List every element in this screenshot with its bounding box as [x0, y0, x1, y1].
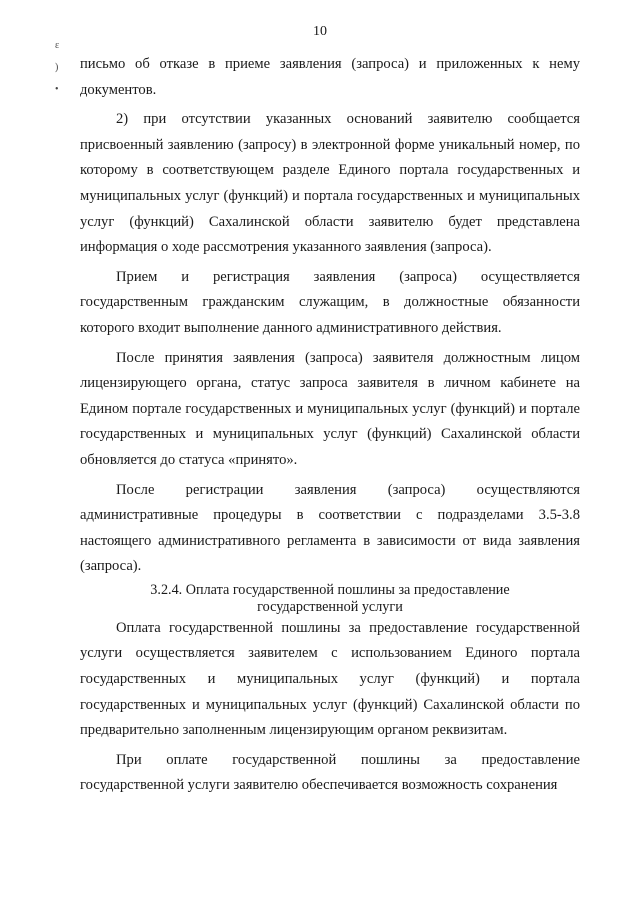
paragraph-procedures: После регистрации заявления (запроса) осуществляются административные процедуры в соответствии с подразделами 3.5-3.8 настоящего административного регламента в зависимости от вида заявления (запроса).	[80, 481, 580, 575]
section-heading	[80, 582, 580, 616]
section-heading-line-1: 3.2.4. Оплата государственной пошлины за предоставление	[150, 581, 510, 598]
paragraph-continuation: письмо об отказе в приеме заявления (запроса) и приложенных к нему документов.	[80, 56, 580, 98]
margin-mark: )	[55, 62, 59, 73]
paragraph-item-2: 2) при отсутствии указанных оснований заявителю сообщается присвоенный заявлению (запросу) в электронной форме уникальный номер, по которому в соответствующем разделе Единого портала государственных и муниципальных услуг (функций) и портала государственных и муниципальных услуг (функций) Сахалинской области заявителю будет представлена информация о ходе рассмотрения указанного заявления (запроса).	[80, 111, 580, 256]
section-heading-line-2: государственной услуги	[257, 598, 403, 615]
page-number: 10	[313, 24, 327, 39]
margin-mark: •	[55, 84, 59, 95]
margin-mark: ε	[55, 40, 60, 51]
paragraph-payment: Оплата государственной пошлины за предоставление государственной услуги осуществляется заявителем с использованием Единого портала государственных и муниципальных услуг (функций) и портала государственных и муниципальных услуг (функций) Сахалинской области по предварительно заполненным лицензирующим органом реквизитам.	[80, 619, 580, 739]
paragraph-payment-save: При оплате государственной пошлины за предоставление государственной услуги заявителю обеспечивается возможность сохранения	[80, 751, 580, 794]
paragraph-registration: Прием и регистрация заявления (запроса) осуществляется государственным гражданским служащим, в должностные обязанности которого входит выполнение данного административного действия.	[80, 268, 580, 336]
paragraph-status: После принятия заявления (запроса) заявителя должностным лицом лицензирующего органа, статус запроса заявителя в личном кабинете на Едином портале государственных и муниципальных услуг (функций) и портале государственных и муниципальных услуг (функций) Сахалинской области обновляется до статуса «принято».	[80, 349, 580, 468]
document-body	[80, 52, 580, 799]
